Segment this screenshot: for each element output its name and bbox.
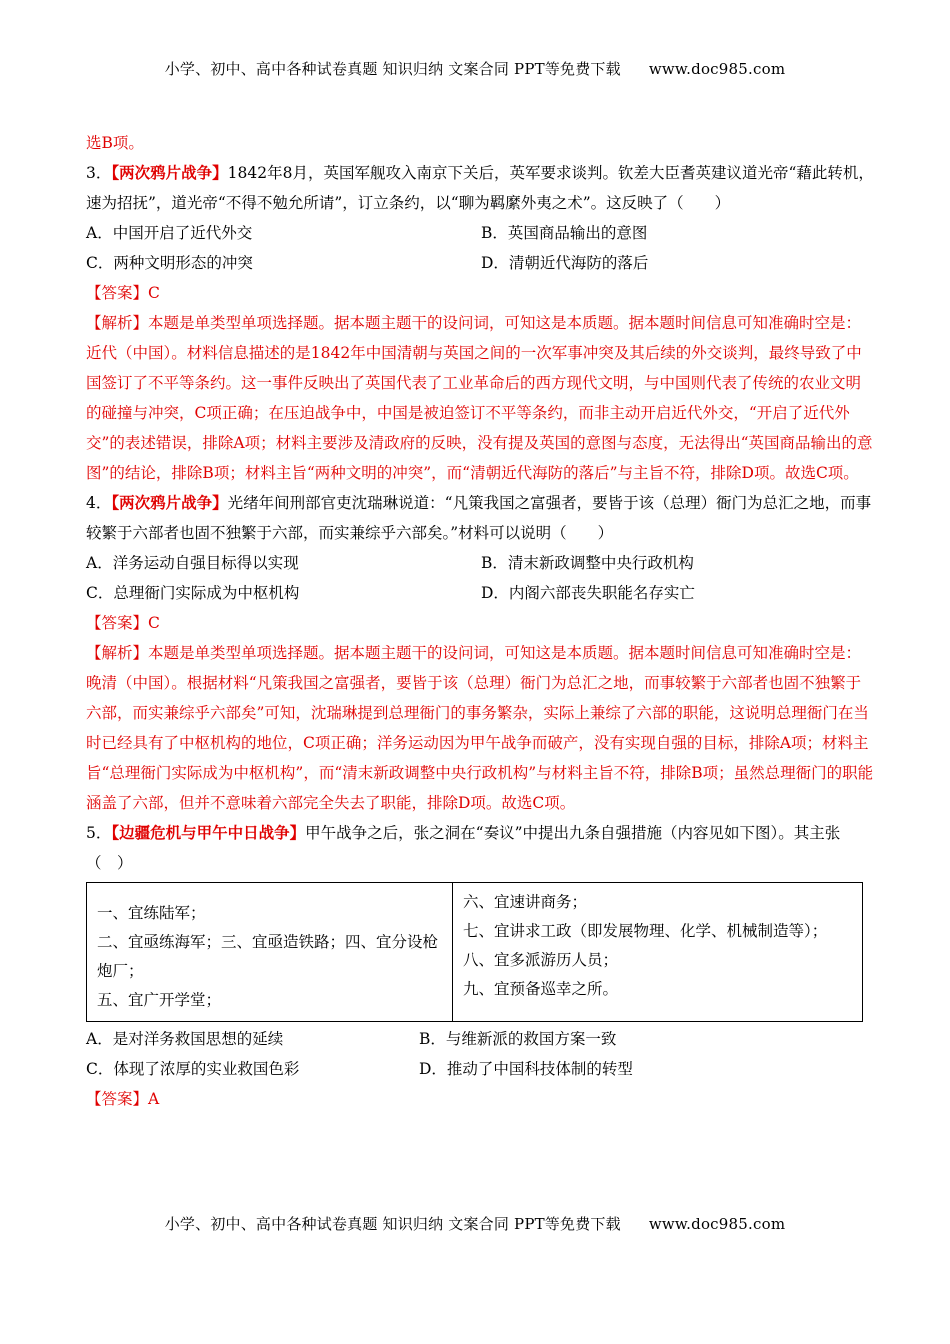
question-5-options (86, 1024, 876, 1084)
question-5-answer-label: 【答案】 (86, 1090, 149, 1108)
question-3-answer-value: C (148, 284, 160, 302)
question-3-answer (86, 278, 876, 308)
question-5-tag: 【边疆危机与甲午中日战争】 (111, 823, 306, 842)
question-5-stem: 甲午战争之后，张之洞在“奏议”中提出九条自强措施（内容见如下图）。其主张（ ） (86, 824, 841, 872)
question-4-analysis-text: 本题是单类型单项选择题。据本题主题干的设问词，可知这是本质题。据本题时间信息可知准确时空是：晚清（中国）。根据材料“凡策我国之富强者，要皆于该（总理）衙门为总汇之地，而事较繁于六部者也固不独繁于六部，而实兼综乎六部矣”可知，沈瑞琳提到总理衙门的事务繁杂，实际上兼综了六部的职能，这说明总理衙门在当时已经具有了中枢机构的地位，C项正确；洋务运动因为甲午战争而破产，没有实现自强的目标，排除A项；材料主旨“总理衙门实际成为中枢机构”，而“清末新政调整中央行政机构”与材料主旨不符，排除B项；虽然总理衙门的职能涵盖了六部，但并不意味着六部完全失去了职能，排除D项。故选C项。 (86, 644, 874, 812)
measure-item: 八、宜多派游历人员； (463, 951, 619, 969)
question-3-analysis (86, 308, 876, 488)
question-3-analysis-label: 【解析】 (86, 314, 149, 332)
question-4-analysis-label: 【解析】 (86, 644, 149, 662)
question-4-stem-line (86, 488, 876, 548)
question-4-options (86, 548, 876, 608)
question-4-option-b: B．清末新政调整中央行政机构 (481, 554, 694, 572)
question-3-option-a: A．中国开启了近代外交 (86, 224, 253, 242)
question-5-number: 5． (86, 824, 112, 842)
question-3-option-c: C．两种文明形态的冲突 (86, 254, 253, 272)
measure-item: 九、宜预备巡幸之所。 (463, 980, 619, 998)
measure-item: 七、宜讲求工政（即发展物理、化学、机械制造等）； (463, 922, 828, 940)
question-4-option-c: C．总理衙门实际成为中枢机构 (86, 584, 300, 602)
question-5-answer (86, 1084, 876, 1114)
question-3-stem-line (86, 158, 876, 218)
page-footer (0, 1213, 950, 1234)
page-header (0, 58, 950, 79)
question-5-answer-value: A (148, 1090, 160, 1108)
question-4-analysis (86, 638, 876, 818)
previous-answer-tail: 选B项。 (86, 134, 144, 152)
question-3-option-d: D．清朝近代海防的落后 (481, 254, 649, 272)
question-4-stem: 光绪年间刑部官吏沈瑞琳说道：“凡策我国之富强者，要皆于该（总理）衙门为总汇之地，而事较繁于六部者也固不独繁于六部，而实兼综乎六部矣。”材料可以说明（ ） (86, 494, 872, 542)
header-url[interactable]: www.doc985.com (648, 60, 786, 78)
question-4-option-d: D．内阁六部丧失职能名存实亡 (481, 584, 695, 602)
question-5-option-c: C．体现了浓厚的实业救国色彩 (86, 1060, 300, 1078)
header-text: 小学、初中、高中各种试卷真题 知识归纳 文案合同 PPT等免费下载 (164, 60, 621, 78)
question-4-tag: 【两次鸦片战争】 (111, 493, 228, 512)
question-3-answer-label: 【答案】 (86, 284, 149, 302)
question-4-option-a: A．洋务运动自强目标得以实现 (86, 554, 299, 572)
question-5-option-d: D．推动了中国科技体制的转型 (419, 1060, 633, 1078)
measures-table-right-cell (453, 883, 863, 1022)
measures-table-left-cell (87, 883, 453, 1022)
measure-item: 六、宜速讲商务； (463, 893, 588, 911)
document-body (86, 128, 876, 1114)
question-4-answer-label: 【答案】 (86, 614, 149, 632)
question-3-options (86, 218, 876, 278)
question-3 (86, 158, 876, 488)
question-4 (86, 488, 876, 818)
measure-item: 五、宜广开学堂； (97, 991, 222, 1009)
footer-text: 小学、初中、高中各种试卷真题 知识归纳 文案合同 PPT等免费下载 (164, 1215, 621, 1233)
question-3-tag: 【两次鸦片战争】 (111, 163, 228, 182)
question-5 (86, 818, 876, 1114)
question-4-number: 4． (86, 494, 112, 512)
question-3-analysis-text: 本题是单类型单项选择题。据本题主题干的设问词，可知这是本质题。据本题时间信息可知准确时空是：近代（中国）。材料信息描述的是1842年中国清朝与英国之间的一次军事冲突及其后续的外交谈判，最终导致了中国签订了不平等条约。这一事件反映出了英国代表了工业革命后的西方现代文明，与中国则代表了传统的农业文明的碰撞与冲突，C项正确；在压迫战争中，中国是被迫签订不平等条约，而非主动开启近代外交，“开启了近代外交”的表述错误，排除A项；材料主要涉及清政府的反映，没有提及英国的意图与态度，无法得出“英国商品输出的意图”的结论，排除B项；材料主旨“两种文明的冲突”，而“清朝近代海防的落后”与主旨不符，排除D项。故选C项。 (86, 314, 873, 482)
measure-item: 二、宜亟练海军；三、宜亟造铁路；四、宜分设枪炮厂； (97, 933, 439, 980)
question-5-option-b: B．与维新派的救国方案一致 (419, 1030, 617, 1048)
question-4-answer (86, 608, 876, 638)
question-3-number: 3． (86, 164, 112, 182)
question-5-stem-line (86, 818, 876, 878)
measure-item: 一、宜练陆军； (97, 904, 206, 922)
question-3-stem: 1842年8月，英国军舰攻入南京下关后，英军要求谈判。钦差大臣耆英建议道光帝“藉此转机，速为招抚”，道光帝“不得不勉允所请”，订立条约，以“聊为羁縻外夷之术”。这反映了（ ） (86, 164, 874, 212)
footer-url[interactable]: www.doc985.com (648, 1215, 786, 1233)
question-4-answer-value: C (148, 614, 160, 632)
measures-table (86, 882, 863, 1022)
question-3-option-b: B．英国商品输出的意图 (481, 224, 648, 242)
question-5-option-a: A．是对洋务救国思想的延续 (86, 1030, 284, 1048)
